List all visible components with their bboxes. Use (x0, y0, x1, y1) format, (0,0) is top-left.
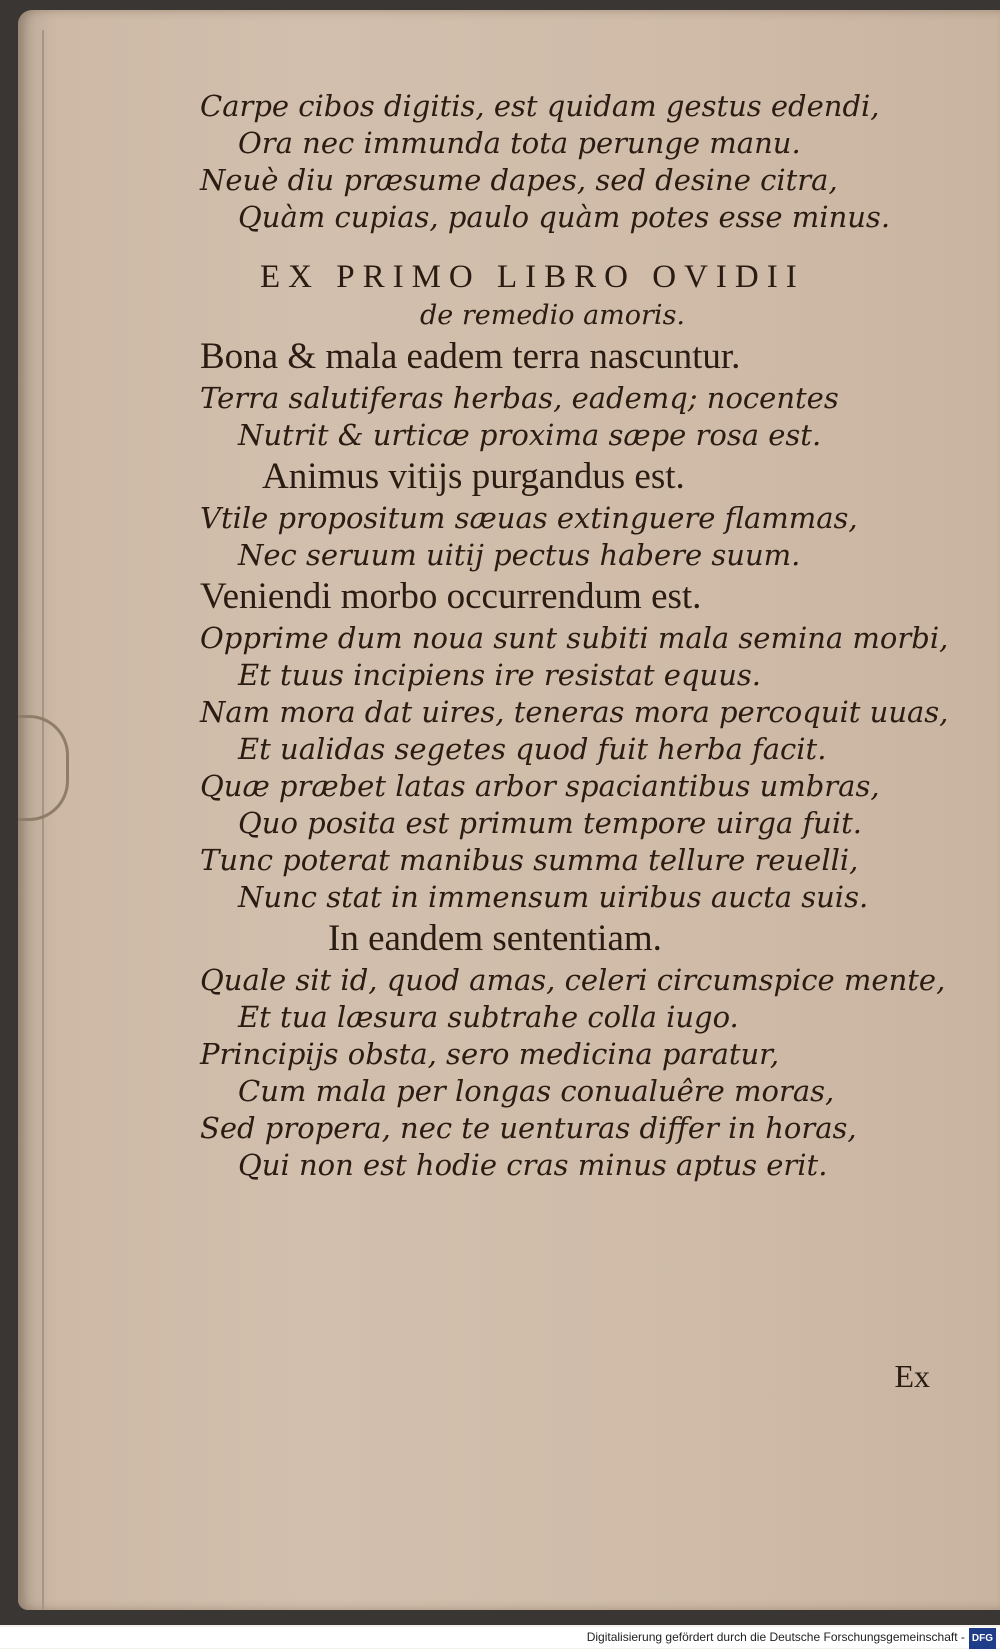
verse-line: Quo posita est primum tempore uirga fuit. (238, 806, 863, 840)
verse-line: Nunc stat in immensum uiribus aucta suis. (238, 880, 869, 914)
verse-line: Et tua læsura subtrahe colla iugo. (238, 1000, 739, 1034)
verse-line: Quæ præbet latas arbor spaciantibus umbras, (200, 769, 880, 803)
verse-line: Tunc poterat manibus summa tellure reuelli, (200, 843, 859, 877)
verse-line: Opprime dum noua sunt subiti mala semina morbi, (200, 621, 949, 655)
verse-line: Nec seruum uitij pectus habere suum. (238, 538, 801, 572)
verse-line: Qui non est hodie cras minus aptus erit. (238, 1148, 828, 1182)
verse-line: Carpe cibos digitis, est quidam gestus edendi, (200, 89, 880, 123)
verse-line: Et ualidas segetes quod fuit herba facit. (238, 732, 827, 766)
footer-text: Digitalisierung gefördert durch die Deutsche Forschungsgemeinschaft - (586, 1630, 965, 1644)
verse-line: Nutrit & urticæ proxima sæpe rosa est. (238, 418, 822, 452)
verse-line: Cum mala per longas conualuêre moras, (238, 1074, 835, 1108)
verse-line: Et tuus incipiens ire resistat equus. (238, 658, 761, 692)
funding-footer (0, 1627, 1000, 1648)
dfg-logo: DFG (969, 1628, 996, 1649)
verse-line: Quàm cupias, paulo quàm potes esse minus. (238, 200, 891, 234)
verse-line: Ora nec immunda tota perunge manu. (238, 126, 801, 160)
section-heading: Bona & mala eadem terra nascuntur. (200, 336, 741, 377)
catchword: Ex (894, 1358, 930, 1394)
page-text (200, 88, 960, 1184)
section-heading: In eandem sententiam. (328, 918, 662, 959)
verse-line: Terra salutiferas herbas, eademq; nocentes (200, 381, 839, 415)
verse-line: Neuè diu præsume dapes, sed desine citra, (200, 163, 838, 197)
section-heading: Animus vitijs purgandus est. (262, 456, 685, 497)
verse-line: Quale sit id, quod amas, celeri circumspice mente, (200, 963, 946, 997)
section-heading: Veniendi morbo occurrendum est. (200, 576, 702, 617)
book-clasp (18, 715, 69, 821)
verse-line: Nam mora dat uires, teneras mora percoquit uuas, (200, 695, 949, 729)
verse-line: Vtile propositum sæuas extinguere flammas, (200, 501, 858, 535)
chapter-title: EX PRIMO LIBRO OVIDII (260, 259, 805, 295)
chapter-subtitle: de remedio amoris. (420, 300, 686, 331)
verse-line: Sed propera, nec te uenturas differ in horas, (200, 1111, 857, 1145)
verse-line: Principijs obsta, sero medicina paratur, (200, 1037, 780, 1071)
